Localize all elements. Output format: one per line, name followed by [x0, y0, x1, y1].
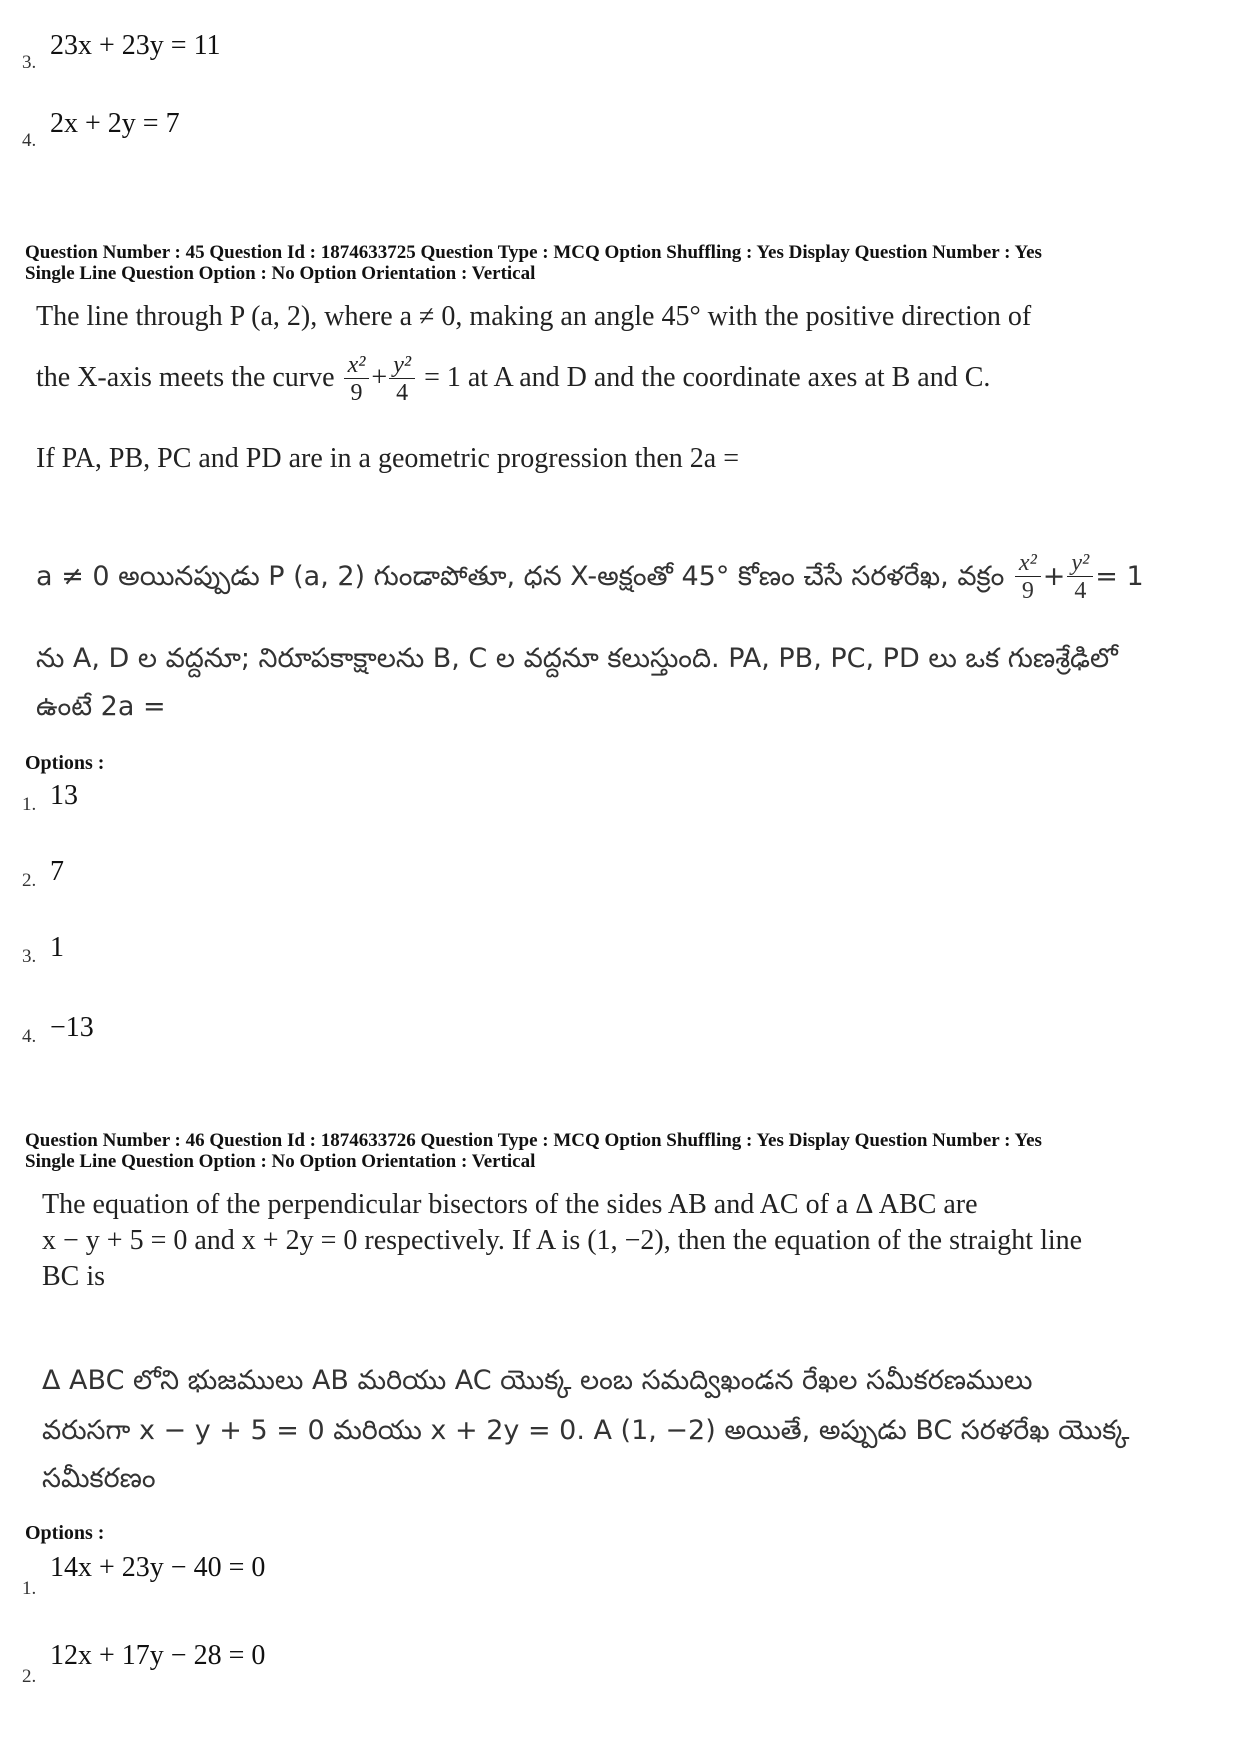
- te-fraction-x2-over-9: $\frac{\text{x²}}{9}$: [1015, 550, 1041, 605]
- te-fraction-y2-over-4: $\frac{\text{y²}}{4}$: [1067, 550, 1093, 605]
- plus-sign: +: [371, 361, 388, 393]
- q46-telugu-line3: సమీకరణం: [42, 1463, 156, 1494]
- q45-english-line1: The line through P (a, 2), where a ≠ 0, making an angle 45° with the positive direction of: [36, 301, 1032, 332]
- q45-english-line2: [36, 352, 990, 407]
- q45-telugu-line1-text: a ≠ 0 అయినప్పుడు P (a, 2) గుండాపోతూ, ధన X-అక్షంతో 45° కోణం చేసే సరళరేఖ, వక్రం: [36, 561, 1005, 592]
- option-number: 4.: [22, 1026, 37, 1047]
- q46-english-line3: BC is: [42, 1261, 106, 1292]
- q46-meta-line2: Single Line Question Option : No Option Orientation : Vertical: [25, 1151, 536, 1172]
- q45-telugu-line3: ఉంటే 2a =: [36, 691, 166, 722]
- option-number: 1.: [22, 794, 37, 815]
- fraction-x2-over-9: $\frac{\text{x²}}{9}$: [344, 352, 370, 407]
- q45-meta-line1: Question Number : 45 Question Id : 1874633725 Question Type : MCQ Option Shuffling : Yes Display Question Number : Yes: [25, 242, 1042, 263]
- q45-line2-start: the X-axis meets the curve: [36, 361, 335, 393]
- option-text: 1: [50, 932, 64, 963]
- option-number: 2.: [22, 870, 37, 891]
- q45-options-label: Options :: [25, 752, 105, 774]
- plus-sign: +: [1042, 561, 1066, 592]
- q46-telugu-line1: Δ ABC లోని భుజములు AB మరియు AC యొక్క లంబ సమద్విఖండన రేఖల సమీకరణములు: [42, 1365, 1033, 1396]
- q46-telugu-line2: వరుసగా x − y + 5 = 0 మరియు x + 2y = 0. A (1, −2) అయితే, అప్పుడు BC సరళరేఖ యొక్క: [42, 1415, 1130, 1446]
- option-text: 13: [50, 780, 78, 811]
- option-text: 23x + 23y = 11: [50, 30, 221, 61]
- q45-meta-line2: Single Line Question Option : No Option Orientation : Vertical: [25, 263, 536, 284]
- q46-english-line1: The equation of the perpendicular bisectors of the sides AB and AC of a Δ ABC are: [42, 1189, 978, 1220]
- option-text: 12x + 17y − 28 = 0: [50, 1640, 266, 1671]
- option-text: 7: [50, 856, 64, 887]
- q45-telugu-line1: [36, 550, 1144, 605]
- option-text: 14x + 23y − 40 = 0: [50, 1552, 266, 1583]
- q46-options-label: Options :: [25, 1522, 105, 1544]
- q46-english-line2: x − y + 5 = 0 and x + 2y = 0 respectively. If A is (1, −2), then the equation of the straight line: [42, 1225, 1083, 1256]
- fraction-y2-over-4: $\frac{\text{y²}}{4}$: [389, 352, 415, 407]
- q45-telugu-line2: ను A, D ల వద్దనూ; నిరూపకాక్షాలను B, C ల వద్దనూ కలుస్తుంది. PA, PB, PC, PD లు ఒక గుణశ్రేఢిలో: [36, 643, 1118, 674]
- option-text: −13: [50, 1012, 94, 1043]
- option-number: 2.: [22, 1666, 37, 1687]
- q45-english-line3: If PA, PB, PC and PD are in a geometric progression then 2a =: [36, 443, 739, 474]
- option-number: 1.: [22, 1578, 37, 1599]
- option-number: 3.: [22, 946, 37, 967]
- te-equals-one: = 1: [1095, 561, 1144, 592]
- q45-line2-end: = 1 at A and D and the coordinate axes at B and C.: [424, 361, 991, 393]
- option-number: 4.: [22, 130, 37, 151]
- option-text: 2x + 2y = 7: [50, 108, 180, 139]
- q46-meta-line1: Question Number : 46 Question Id : 1874633726 Question Type : MCQ Option Shuffling : Yes Display Question Number : Yes: [25, 1130, 1042, 1151]
- option-number: 3.: [22, 52, 37, 73]
